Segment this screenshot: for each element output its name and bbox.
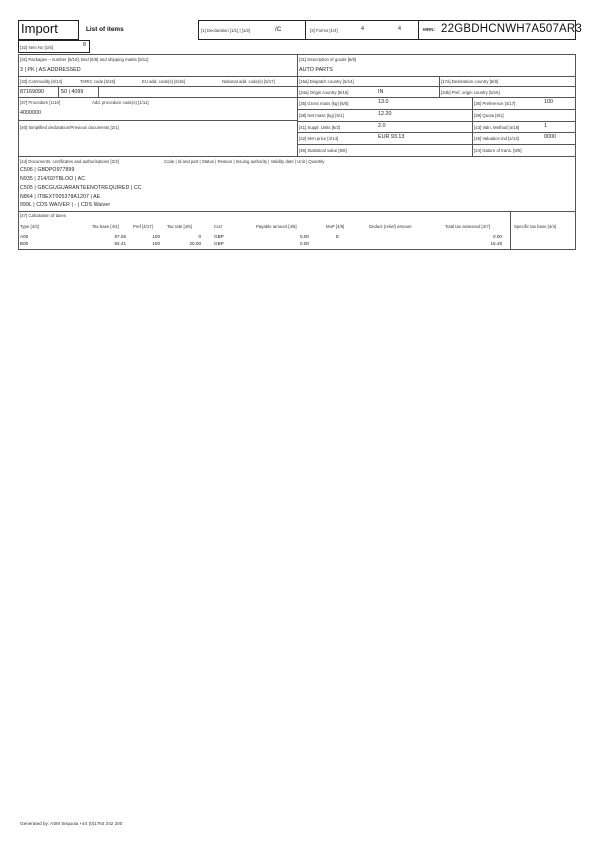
tax-row-currency: GBP xyxy=(214,234,224,239)
taxes-specific-split xyxy=(510,211,511,250)
nature-of-transaction-label: [24] Nature of trans. [8/5] xyxy=(474,148,522,153)
destination-country-label: [17a] Destination country [5/8] xyxy=(441,79,499,84)
taric-label: TARIC code [6/15] xyxy=(80,79,116,84)
item-price-value: EUR 93.13 xyxy=(378,134,405,140)
commodity-split xyxy=(58,86,59,97)
packages-label: [31] Packages – number [6/10], kind [6/9] and shipping marks [6/11] xyxy=(20,57,149,62)
procedure-label: [37] Procedure [1/10] xyxy=(20,100,61,105)
taric-value: 50 | 4099 xyxy=(61,89,84,95)
forms-total: 4 xyxy=(398,26,401,32)
tax-row-base: 82.41 xyxy=(114,241,126,246)
divider-row1 xyxy=(18,76,576,77)
description-label: [31] Description of goods [6/8] xyxy=(299,57,357,62)
tax-row-mop: E xyxy=(336,234,340,239)
divider-row3 xyxy=(18,156,576,157)
preference-label: [36] Preference [4/17] xyxy=(474,101,516,106)
tax-row-total: 0.00 xyxy=(493,234,502,239)
dispatch-country-label: [15a] Dispatch country [5/14] xyxy=(299,79,354,84)
procedure-bottom-line xyxy=(18,120,297,121)
mrn-value: 22GBDHCNWH7A507AR3 xyxy=(441,23,583,35)
divider-row2 xyxy=(18,97,576,98)
taric-split xyxy=(98,86,99,97)
packages-value: 3 | PK | AS ADDRESSED xyxy=(20,67,81,73)
list-of-items-label: List of items xyxy=(86,26,124,33)
preference-value: 100 xyxy=(544,99,553,105)
document-line: C506 | GBDPO977899 xyxy=(20,167,75,173)
tax-col-base: Tax base [4/4] xyxy=(92,224,119,229)
tax-row-pref: 100 xyxy=(152,241,160,246)
footer-text: Generated by: ASM Sequoia +44 (0)1764 242 200 xyxy=(20,821,123,826)
column-divider xyxy=(297,54,298,156)
tax-col-mop: MoP [4/8] xyxy=(326,224,345,229)
document-line: N864 | IT8EXT005378A1207 | AE xyxy=(20,194,101,200)
pref-origin-country-label: [34b] Pref. origin country [5/16] xyxy=(441,90,500,95)
item-no-value: 8 xyxy=(83,42,86,48)
commodity-value: 87169090 xyxy=(20,89,44,95)
tax-row-type: A00 xyxy=(20,234,29,239)
statistical-value-label: [46] Statistical value [8/6] xyxy=(299,148,347,153)
document-line: C505 | GBCGUGUARANTEENOTREQUIRED | CC xyxy=(20,185,142,191)
previous-documents-label: [40] Simplified declaration/Previous documents [2/1] xyxy=(20,125,119,130)
commodity-label: [33] Commodity [6/14] xyxy=(20,79,63,84)
net-mass-label: [38] Net mass (kg) [6/1] xyxy=(299,113,344,118)
tax-row-rate: 20.00 xyxy=(189,241,201,246)
declaration-value: /C xyxy=(275,26,282,33)
suppl-units-value: 2.0 xyxy=(378,123,386,129)
gross-mass-value: 13.0 xyxy=(378,99,389,105)
tax-col-total: Total tax assessed [4/7] xyxy=(445,224,490,229)
tax-row-currency: GBP xyxy=(214,241,224,246)
valuation-method-value: 1 xyxy=(544,123,547,129)
tax-col-specific: Specific tax base [4/4] xyxy=(514,224,557,229)
item-price-label: [42] Item price [4/14] xyxy=(299,136,339,141)
documents-label: [44] Documents, certificates and authorisations [2/3] xyxy=(20,159,119,164)
national-add-code-label: National add. code(s) [6/17] xyxy=(222,79,275,84)
commodity-inner-line xyxy=(18,86,297,87)
tax-row-payable: 0.00 xyxy=(300,241,309,246)
valuation-ind-value: 0000 xyxy=(544,134,556,140)
eu-add-code-label: EU add. code(s) [6/16] xyxy=(142,79,185,84)
tax-col-currency: Curr xyxy=(214,224,223,229)
forms-current: 4 xyxy=(361,26,364,32)
description-value: AUTO PARTS xyxy=(299,67,333,73)
net-mass-value: 12.20 xyxy=(378,111,392,117)
tax-col-type: Type [4/3] xyxy=(20,224,39,229)
suppl-units-label: [41] Suppl. Units [6/2] xyxy=(299,125,341,130)
suppl-bottom-line xyxy=(297,132,576,133)
item-no-label: [32] Item No [1/6] xyxy=(20,45,53,50)
tax-col-rate: Tax rate [4/5] xyxy=(167,224,192,229)
procedure-value: 4000000 xyxy=(20,110,41,116)
divider-row4 xyxy=(18,211,576,212)
quota-label: [39] Quota [8/1] xyxy=(474,113,504,118)
tax-col-pref: Pref [4/17] xyxy=(133,224,153,229)
origin-country-value: IN xyxy=(378,89,384,95)
gross-bottom-line xyxy=(297,109,576,110)
document-line: 999L | CDS WAIVER | - | CDS Waiver xyxy=(20,202,111,208)
taxes-label: [47] Calculation of taxes xyxy=(20,213,66,218)
tax-row-pref: 100 xyxy=(152,234,160,239)
document-line: N935 | 214/02/TBLOO | AC xyxy=(20,176,86,182)
valuation-ind-label: [45] Valuation ind [4/13] xyxy=(474,136,519,141)
gross-mass-label: [35] Gross mass (kg) [6/5] xyxy=(299,101,349,106)
mrn-label: MRN: xyxy=(423,27,435,32)
price-bottom-line xyxy=(297,144,576,145)
add-procedure-label: Add. procedure code(s) [1/11] xyxy=(92,100,149,105)
tax-col-payable: Payable amount [4/6] xyxy=(256,224,297,229)
tax-row-rate: 0 xyxy=(198,234,201,239)
dispatch-bottom-line xyxy=(297,86,576,87)
declaration-label: [1] Declaration [1/1] | [1/2] xyxy=(201,28,251,33)
origin-country-label: [34a] Origin country [5/15] xyxy=(299,90,349,95)
tax-row-type: B00 xyxy=(20,241,29,246)
tax-row-payable: 0.00 xyxy=(300,234,309,239)
gross-split xyxy=(472,97,473,156)
forms-label: [3] Forms [1/4] xyxy=(310,28,338,33)
tax-row-base: 87.06 xyxy=(114,234,126,239)
tax-col-deduct: Deduct (relief) amount xyxy=(369,224,412,229)
net-bottom-line xyxy=(297,121,576,122)
tax-row-total: 16.48 xyxy=(490,241,502,246)
valuation-method-label: [43] Valn. Method [4/16] xyxy=(474,125,520,130)
page-title: Import xyxy=(21,21,58,36)
documents-columns-label: Code | Id and part | Status | Reason | Issuing authority | Validity date | Unit | Quantity xyxy=(164,159,325,164)
